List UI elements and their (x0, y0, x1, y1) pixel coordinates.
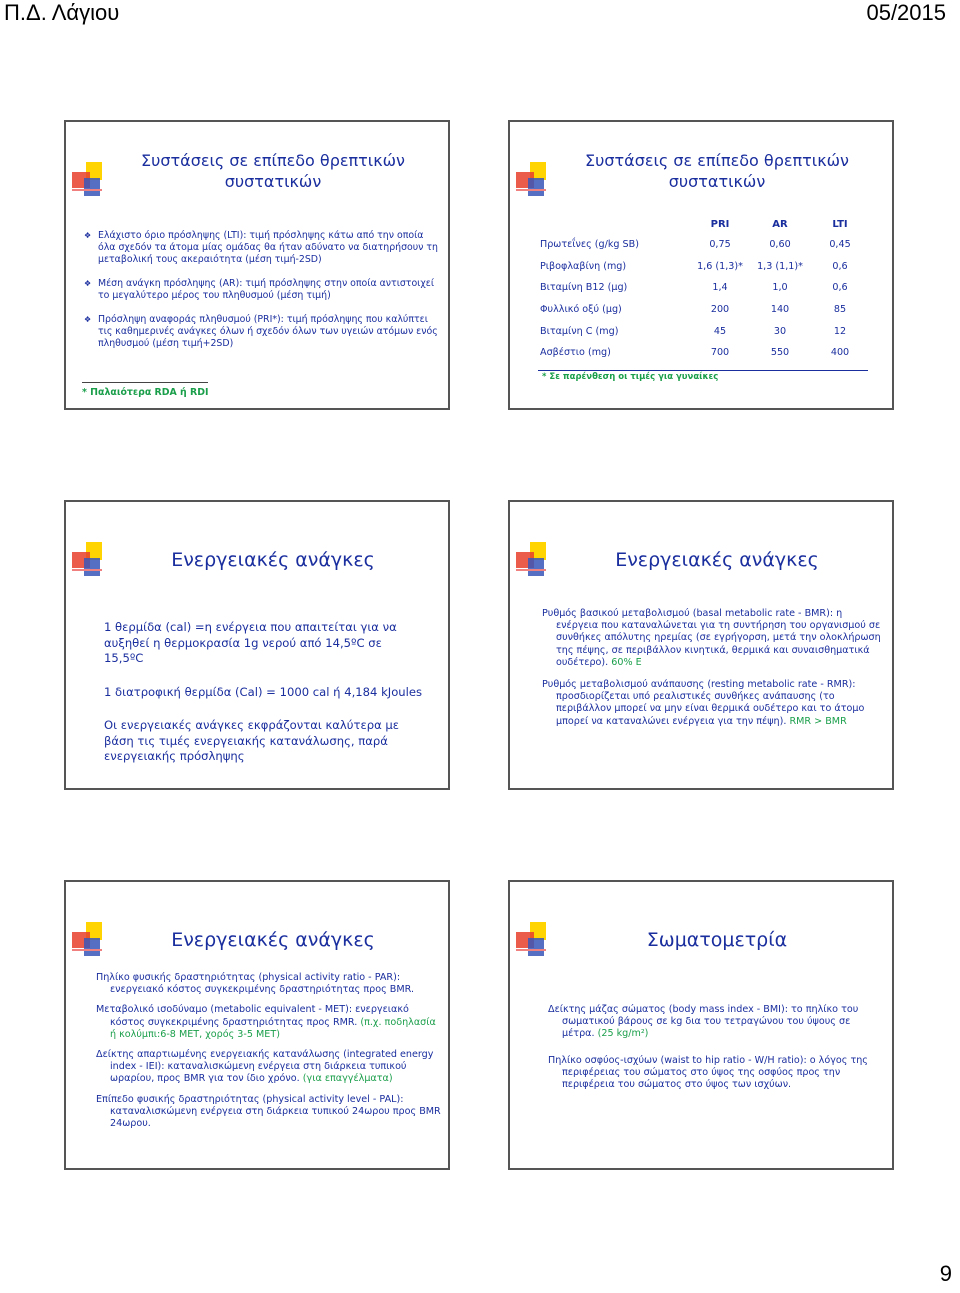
table-header-row (540, 214, 870, 234)
table-cell: 0,6 (832, 282, 848, 294)
diamond-bullet-icon: ❖ (84, 279, 92, 288)
paragraph-text: Δείκτης απαρτιωμένης ενεργειακής κατανάλωσης (integrated energy index - IEI): καταναλισκώμενη ενέργεια στη διάρκεια τυπικού ωραρίου, προς BMR για τον ίδιο χρόνο. (96, 1049, 434, 1085)
paragraph (542, 608, 882, 669)
table-row (540, 320, 870, 342)
column-header: LTI (832, 218, 848, 230)
bullet-list (84, 230, 442, 362)
footnote: * Παλαιότερα RDA ή RDI (82, 387, 209, 398)
paragraph (96, 1004, 441, 1041)
slide-title: Σωματομετρία (646, 929, 788, 951)
paragraph: 1 διατροφική θερμίδα (Cal) = 1000 cal ή 4,184 kJoules (104, 684, 423, 699)
table-row (540, 299, 870, 321)
table-note: * Σε παρένθεση οι τιμές για γυναίκες (542, 372, 719, 382)
table-cell: Βιταμίνη C (mg) (540, 325, 619, 337)
table-cell: 400 (830, 347, 850, 359)
table-cell: 45 (713, 325, 727, 337)
slide-body (96, 972, 441, 1138)
paragraph (542, 679, 882, 728)
table-row (540, 256, 870, 278)
slide-body (542, 608, 882, 738)
bullet-text: Μέση ανάγκη πρόσληψης (AR): τιμή πρόσληψης στην οποία αντιστοιχεί το μεγαλύτερο μέρος του πληθυσμού (μέση τιμή) (98, 278, 435, 301)
column-header: PRI (710, 218, 730, 230)
highlight-text: (25 kg/m²) (597, 1028, 649, 1040)
highlight-text: (π.χ. ποδηλασία ή κολύμπι:6-8 MET, χορός 3-5 MET) (110, 1016, 436, 1040)
list-item (84, 230, 442, 266)
column-header: AR (772, 218, 788, 230)
slide-4 (508, 500, 894, 790)
highlight-text: 60% E (611, 656, 642, 668)
table-row (540, 234, 870, 256)
paragraph-text: Δείκτης μάζας σώματος (body mass index - BMI): το πηλίκο του σωματικού βάρους σε kg δια του τετραγώνου του ύψους σε μέτρα. (548, 1004, 859, 1040)
table-cell: Βιταμίνη B12 (μg) (540, 282, 628, 294)
slide-3 (64, 500, 450, 790)
decoration-squares-icon (72, 162, 102, 202)
slide-body (548, 1004, 884, 1105)
highlight-text: RMR > BMR (789, 715, 847, 727)
slide-body (104, 620, 424, 783)
diamond-bullet-icon: ❖ (84, 231, 92, 240)
list-item (84, 278, 442, 302)
table-cell: 0,60 (769, 239, 791, 251)
table-cell: 1,4 (712, 282, 728, 294)
paragraph-text: Ρυθμός βασικού μεταβολισμού (basal metabolic rate - BMR): η ενέργεια που καταναλώνεται για τη συντήρηση του οργανισμού σε συνθήκες απόλυτης ηρεμίας (σε εγρήγορση, μετά την ολοκλήρωση της πέψης, σε περιβάλλον κινητικά, θερμικά και συναισθηματικά ουδέτερο). (542, 608, 881, 668)
paragraph: Οι ενεργειακές ανάγκες εκφράζονται καλύτερα με βάση τις τιμές ενεργειακής κατανάλωσης, παρά ενεργειακής πρόσληψης (104, 718, 400, 763)
paragraph-text: Ρυθμός μεταβολισμού ανάπαυσης (resting metabolic rate - RMR): προσδιορίζεται υπό ρεαλιστικές συνθήκες ανάπαυσης (το περιβάλλον μπορεί να μην είναι θερμικά ουδέτερο και το άτομο μπορεί να καταναλώνει ενέργεια για την πέψη). (542, 679, 865, 727)
highlight-text: (για επαγγέλματα) (302, 1073, 393, 1085)
table-cell: Πρωτεΐνες (g/kg SB) (540, 239, 639, 251)
bullet-text: Ελάχιστο όριο πρόσληψης (LTI): τιμή πρόσληψης κάτω από την οποία όλα σχεδόν τα άτομα μίας ομάδας θα ήταν αδύνατο να διατηρήσουν τη μεταβολική τους ακεραιότητα (μέση τιμή-2SD) (98, 230, 438, 265)
footnote-divider (82, 382, 208, 383)
decoration-squares-icon (516, 542, 546, 582)
header-author: Π.Δ. Λάγιου (4, 0, 120, 25)
table-row (540, 342, 870, 364)
table-cell: 0,45 (829, 239, 851, 251)
paragraph (96, 1049, 441, 1086)
decoration-squares-icon (516, 162, 546, 202)
paragraph: Πηλίκο φυσικής δραστηριότητας (physical activity ratio - PAR): ενεργειακό κόστος συγκεκριμένης δραστηριότητας προς BMR. (96, 972, 415, 996)
decoration-squares-icon (516, 922, 546, 962)
header-date: 05/2015 (866, 0, 946, 25)
slide-1 (64, 120, 450, 410)
bullet-text: Πρόσληψη αναφοράς πληθυσμού (PRI*): τιμή πρόσληψης που καλύπτει τις καθημερινές ανάγκες όλων ή σχεδόν όλων των υγειών ατόμων ενός πληθυσμού (μέση τιμή+2SD) (98, 314, 438, 349)
paragraph: Πηλίκο οσφύος-ισχύων (waist to hip ratio - W/H ratio): ο λόγος της περιφέρειας του σώματος στο ύψος της οσφύος προς την περιφέρεια του σώματος στο ύψος των ισχύων. (548, 1054, 868, 1091)
table-cell: Ριβοφλαβίνη (mg) (540, 260, 627, 272)
table-cell: 0,6 (832, 260, 848, 272)
slide-6 (508, 880, 894, 1170)
table-cell: Ασβέστιο (mg) (540, 347, 611, 359)
decoration-squares-icon (72, 922, 102, 962)
diamond-bullet-icon: ❖ (84, 315, 92, 324)
table-cell: 700 (710, 347, 730, 359)
table-cell: 1,0 (772, 282, 788, 294)
nutrient-table (540, 214, 870, 364)
slide-title: Ενεργειακές ανάγκες (615, 549, 819, 571)
paragraph: 1 θερμίδα (cal) =η ενέργεια που απαιτείται για να αυξηθεί η θερμοκρασία 1g νερού από 14,5ºC σε 15,5ºC (104, 620, 397, 665)
table-cell: 30 (773, 325, 787, 337)
paragraph-text: Μεταβολικό ισοδύναμο (metabolic equivalent - MET): ενεργειακό κόστος συγκεκριμένης δραστηριότητας προς RMR. (96, 1004, 409, 1028)
table-cell: 140 (770, 304, 790, 316)
slide-title: Ενεργειακές ανάγκες (171, 549, 375, 571)
slide-5 (64, 880, 450, 1170)
table-cell: 200 (710, 304, 730, 316)
table-cell: Φυλλικό οξύ (μg) (540, 304, 622, 316)
decoration-squares-icon (72, 542, 102, 582)
slide-title: Ενεργειακές ανάγκες (171, 929, 375, 951)
slide-2 (508, 120, 894, 410)
paragraph (548, 1004, 884, 1041)
slide-title: Συστάσεις σε επίπεδο θρεπτικών συστατικών (141, 151, 405, 191)
table-cell: 85 (833, 304, 847, 316)
paragraph: Επίπεδο φυσικής δραστηριότητας (physical activity level - PAL): καταναλισκώμενη ενέργεια στη διάρκεια τυπικού 24ωρου προς BMR 24ωρου. (96, 1093, 441, 1130)
table-cell: 1,6 (1,3)* (697, 260, 743, 272)
table-cell: 0,75 (709, 239, 731, 251)
table-cell: 12 (833, 325, 847, 337)
slide-title: Συστάσεις σε επίπεδο θρεπτικών συστατικών (585, 151, 849, 191)
column-header (540, 214, 690, 234)
table-row (540, 277, 870, 299)
list-item (84, 314, 442, 350)
page-number: 9 (939, 1261, 952, 1286)
table-cell: 550 (770, 347, 790, 359)
table-divider (538, 370, 868, 371)
table-cell: 1,3 (1,1)* (757, 260, 803, 272)
